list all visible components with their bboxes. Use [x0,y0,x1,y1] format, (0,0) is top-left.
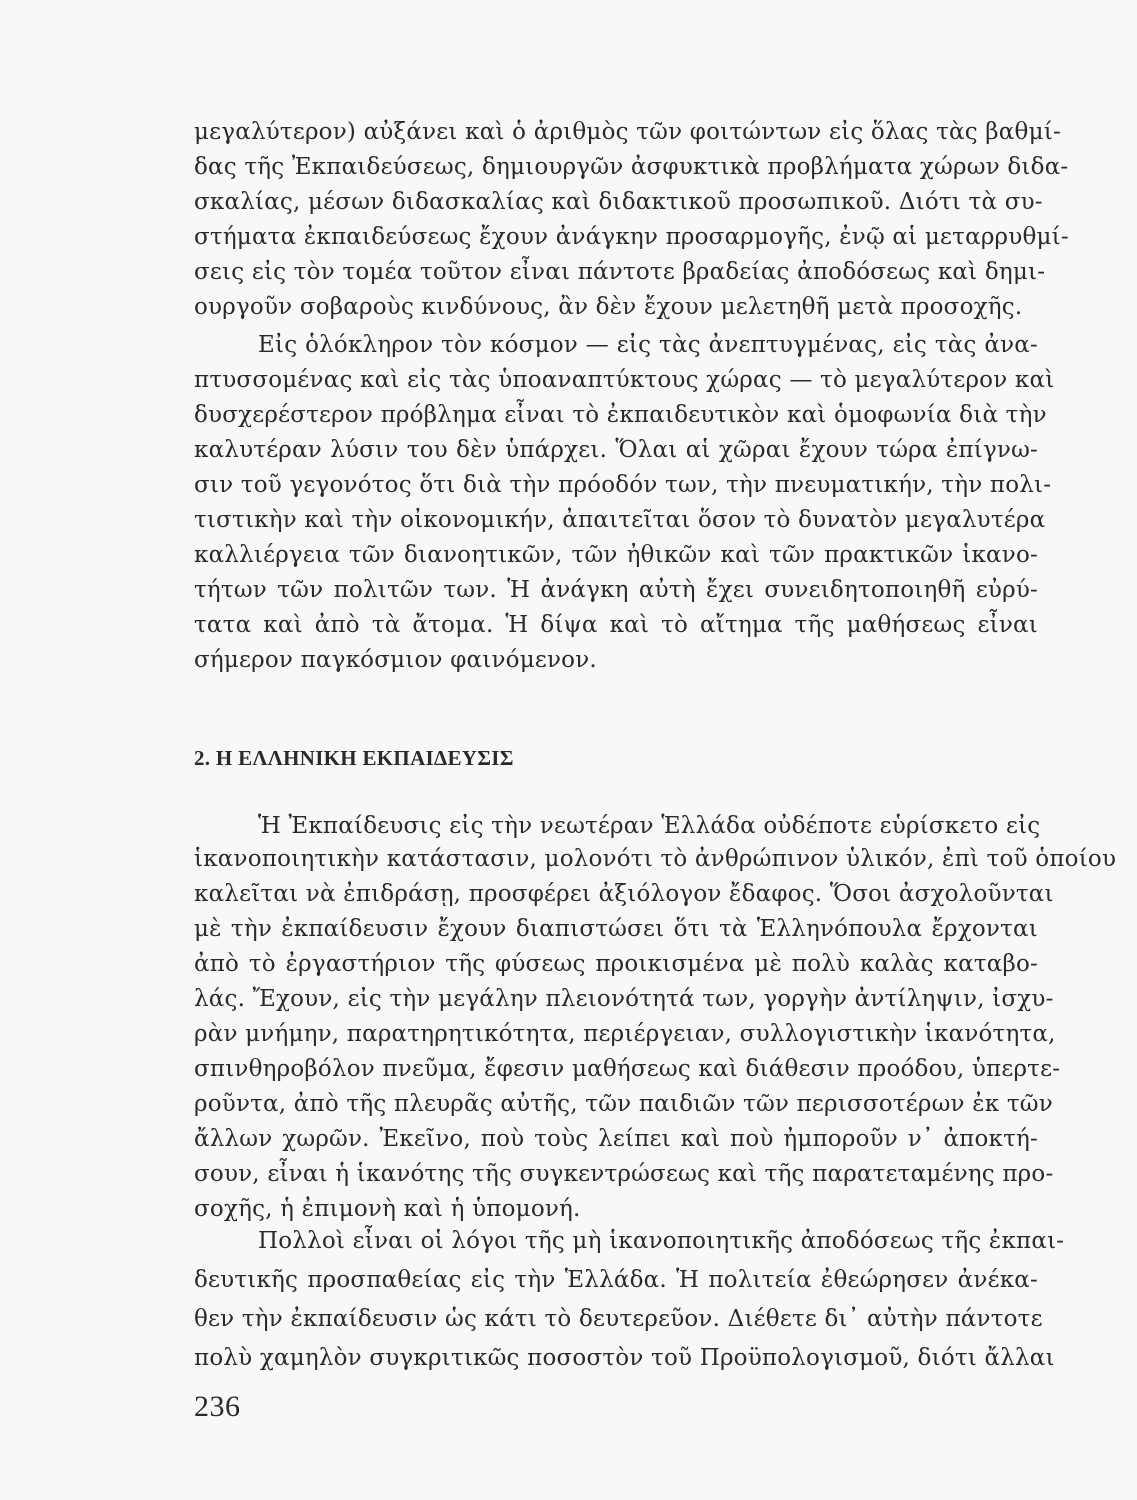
text-line: θεν τὴν ἐκπαίδευσιν ὡς κάτι τὸ δευτερεῦον. Διέθετε δι᾽ αὐτὴν πάντοτε [194,1306,1043,1332]
text-line: ουργοῦν σοβαροὺς κινδύνους, ἂν δὲν ἔχουν μελετηθῆ μετὰ προσοχῆς. [194,294,1023,320]
text-line: δυσχερέστερον πρόβλημα εἶναι τὸ ἐκπαιδευτικὸν καὶ ὁμοφωνία διὰ τὴν [194,402,1047,428]
text-line: σκαλίας, μέσων διδασκαλίας καὶ διδακτικοῦ προσωπικοῦ. Διότι τὰ συ- [194,189,1043,215]
text-line: πτυσσομένας καὶ εἰς τὰς ὑποαναπτύκτους χώρας — τὸ μεγαλύτερον καὶ [194,367,1055,393]
text-line: ρὰν μνήμην, παρατηρητικότητα, περιέργειαν, συλλογιστικὴν ἱκανότητα, [194,1021,1056,1047]
text-line: πολὺ χαμηλὸν συγκριτικῶς ποσοστὸν τοῦ Προϋπολογισμοῦ, διότι ἄλλαι [194,1345,1055,1371]
text-line: τατα καὶ ἀπὸ τὰ ἄτομα. Ἡ δίψα καὶ τὸ αἴτημα τῆς μαθήσεως εἶναι [194,612,1038,638]
text-line: τιστικὴν καὶ τὴν οἰκονομικήν, ἀπαιτεῖται ὅσον τὸ δυνατὸν μεγαλυτέρα [194,507,1046,533]
text-line: τήτων τῶν πολιτῶν των. Ἡ ἀνάγκη αὐτὴ ἔχει συνειδητοποιηθῆ εὐρύ- [194,577,1038,603]
text-line: καλεῖται νὰ ἐπιδράσῃ, προσφέρει ἀξιόλογον ἔδαφος. Ὅσοι ἀσχολοῦνται [194,881,1054,907]
text-line: σουν, εἶναι ἡ ἱκανότης τῆς συγκεντρώσεως καὶ τῆς παρατεταμένης προ- [194,1161,1054,1187]
text-line: σεις εἰς τὸν τομέα τοῦτον εἶναι πάντοτε βραδείας ἀποδόσεως καὶ δημι- [194,259,1046,285]
text-line: δας τῆς Ἐκπαιδεύσεως, δημιουργῶν ἀσφυκτικὰ προβλήματα χώρων διδα- [194,154,1069,180]
section-heading: 2. Η ΕΛΛΗΝΙΚΗ ΕΚΠΑΙΔΕΥΣΙΣ [194,746,514,770]
text-line: μεγαλύτερον) αὐξάνει καὶ ὁ ἀριθμὸς τῶν φοιτώντων εἰς ὅλας τὰς βαθμί- [194,119,1061,145]
text-line: δευτικῆς προσπαθείας εἰς τὴν Ἑλλάδα. Ἡ πολιτεία ἐθεώρησεν ἀνέκα- [194,1267,1038,1293]
text-line: Πολλοὶ εἶναι οἱ λόγοι τῆς μὴ ἱκανοποιητικῆς ἀποδόσεως τῆς ἐκπαι- [258,1228,1065,1254]
text-line: Ἡ Ἐκπαίδευσις εἰς τὴν νεωτέραν Ἑλλάδα οὐδέποτε εὑρίσκετο εἰς [258,813,1041,839]
text-line: ἄλλων χωρῶν. Ἐκεῖνο, ποὺ τοὺς λείπει καὶ ποὺ ἠμποροῦν ν᾽ ἀποκτή- [194,1126,1038,1152]
text-line: ἀπὸ τὸ ἐργαστήριον τῆς φύσεως προικισμένα μὲ πολὺ καλὰς καταβο- [194,951,1038,977]
text-line: ροῦντα, ἀπὸ τῆς πλευρᾶς αὐτῆς, τῶν παιδιῶν τῶν περισσοτέρων ἐκ τῶν [194,1091,1053,1117]
text-line: στήματα ἐκπαιδεύσεως ἔχουν ἀνάγκην προσαρμογῆς, ἐνῷ αἱ μεταρρυθμί- [194,224,1069,250]
text-line: σήμερον παγκόσμιον φαινόμενον. [194,647,597,673]
text-line: σοχῆς, ἡ ἐπιμονὴ καὶ ἡ ὑπομονή. [194,1196,581,1222]
text-line: μὲ τὴν ἐκπαίδευσιν ἔχουν διαπιστώσει ὅτι τὰ Ἑλληνόπουλα ἔρχονται [194,916,1038,942]
page-number: 236 [194,1390,241,1423]
text-line: καλλιέργεια τῶν διανοητικῶν, τῶν ἠθικῶν καὶ τῶν πρακτικῶν ἱκανο- [194,542,1038,568]
text-line: σιν τοῦ γεγονότος ὅτι διὰ τὴν πρόοδόν των, τὴν πνευματικήν, τὴν πολι- [194,472,1052,498]
text-line: ἱκανοποιητικὴν κατάστασιν, μολονότι τὸ ἀνθρώπινον ὑλικόν, ἐπὶ τοῦ ὁποίου [194,846,1117,872]
text-line: Εἰς ὁλόκληρον τὸν κόσμον — εἰς τὰς ἀνεπτυγμένας, εἰς τὰς ἀνα- [258,332,1038,358]
text-line: καλυτέραν λύσιν του δὲν ὑπάρχει. Ὅλαι αἱ χῶραι ἔχουν τώρα ἐπίγνω- [194,437,1038,463]
text-line: λάς. Ἔχουν, εἰς τὴν μεγάλην πλειονότητά των, γοργὴν ἀντίληψιν, ἰσχυ- [194,986,1054,1012]
text-line: σπινθηροβόλον πνεῦμα, ἔφεσιν μαθήσεως καὶ διάθεσιν προόδου, ὑπερτε- [194,1056,1061,1082]
